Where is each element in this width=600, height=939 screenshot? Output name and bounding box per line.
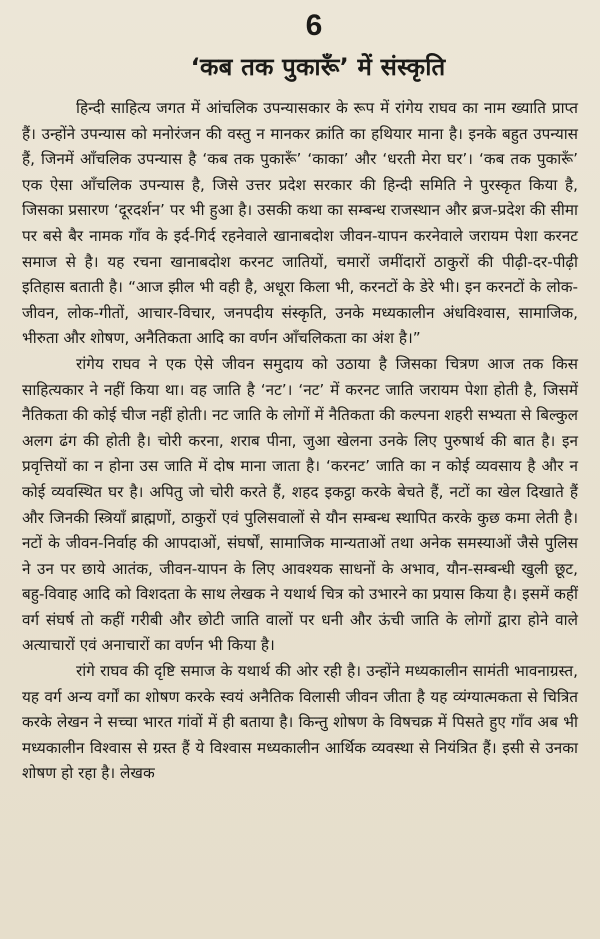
- paragraph-2: रांगेय राघव ने एक ऐसे जीवन समुदाय को उठाया है जिसका चित्रण आज तक किस साहित्यकार ने नहीं किया था। वह जाति है ‘नट’। ‘नट’ में करनट जाति जरायम पेशा होती है, जिसमें नैतिकता की कोई चीज नहीं होती। नट जाति के लोगों में नैतिकता की कल्पना शहरी सभ्यता से बिल्कुल अलग ढंग की होती है। चोरी करना, शराब पीना, जुआ खेलना उनके लिए पुरुषार्थ की बात है। इन प्रवृत्तियों का न होना उस जाति में दोष माना जाता है। ‘करनट’ जाति का न कोई व्यवसाय है और न कोई व्यवस्थित घर है। अपितु जो चोरी करते हैं, शहद इकट्ठा करके बेचते हैं, नटों का खेल दिखाते हैं और जिनकी स्त्रियाँ ब्राह्मणों, ठाकुरों एवं पुलिसवालों से यौन सम्बन्ध स्थापित करके कुछ कमा लेती है। नटों के जीवन-निर्वाह की आपदाओं, संघर्षों, सामाजिक मान्यताओं तथा अनेक समस्याओं जैसे पुलिस ने उन पर छाये आतंक, जीवन-यापन के लिए आवश्यक साधनों के अभाव, यौन-सम्बन्धी खुली छूट, बहु-विवाह आदि को विशदता के साथ लेखक ने यथार्थ चित्र को उभारने का प्रयास किया है। इसमें कहीं वर्ग संघर्ष तो कहीं गरीबी और छोटी जाति वालों पर धनी और ऊंची जाति के लोगों द्वारा होने वाले अत्याचारों एवं अनाचारों का वर्णन भी किया है।: [22, 354, 578, 655]
- paragraph-1: हिन्दी साहित्य जगत में आंचलिक उपन्यासकार के रूप में रांगेय राघव का नाम ख्याति प्राप्त हैं। उन्होंने उपन्यास को मनोरंजन की वस्तु न मानकर क्रांति का हथियार माना है। इनके बहुत उपन्यास हैं, जिनमें आँचलिक उपन्यास है ‘कब तक पुकारूँ’ ‘काका’ और ‘धरती मेरा घर’। ‘कब तक पुकारूँ’ एक ऐसा आँचलिक उपन्यास है, जिसे उत्तर प्रदेश सरकार की हिन्दी समिति ने पुरस्कृत किया है, जिसका प्रसारण ‘दूरदर्शन’ पर भी हुआ है। उसकी कथा का सम्बन्ध राजस्थान और ब्रज-प्रदेश की सीमा पर बसे बैर नामक गाँव के इर्द-गिर्द रहनेवाले खानाबदोश जीवन-यापन करनेवाले जरायम पेशा करनट समाज से है। यह रचना खानाबदोश करनट जातियों, चमारों जमींदारों ठाकुरों की पीढ़ी-दर-पीढ़ी इतिहास बताती है। “आज झील भी वही है, अधूरा किला भी, करनटों के डेरे भी। इन करनटों के लोक-जीवन, लोक-गीतों, आचार-विचार, जनपदीय संस्कृति, उनके मध्यकालीन अंधविश्वास, सामाजिक, भीरुता और शोषण, अनैतिकता आदि का वर्णन आँचलिकता का अंश है।”: [22, 99, 578, 348]
- chapter-title: ‘कब तक पुकारूँ’ में संस्कृति: [190, 53, 446, 81]
- paragraph-3: रांगे राघव की दृष्टि समाज के यथार्थ की ओर रही है। उन्होंने मध्यकालीन सामंती भावनाग्रस्त, यह वर्ग अन्य वर्गों का शोषण करके स्वयं अनैतिक विलासी जीवन जीता है यह व्यंग्यात्मकता से चित्रित करके लेखन ने सच्चा भारत गांवों में ही बताया है। किन्तु शोषण के विषचक्र में पिसते हुए गाँव अब भी मध्यकालीन विश्वास से ग्रस्त हैं ये विश्वास मध्यकालीन आर्थिक व्यवस्था से नियंत्रित हैं। इसी से उनका शोषण हो रहा है। लेखक: [22, 662, 578, 783]
- chapter-number: 6: [305, 9, 323, 42]
- chapter-body: [22, 96, 578, 787]
